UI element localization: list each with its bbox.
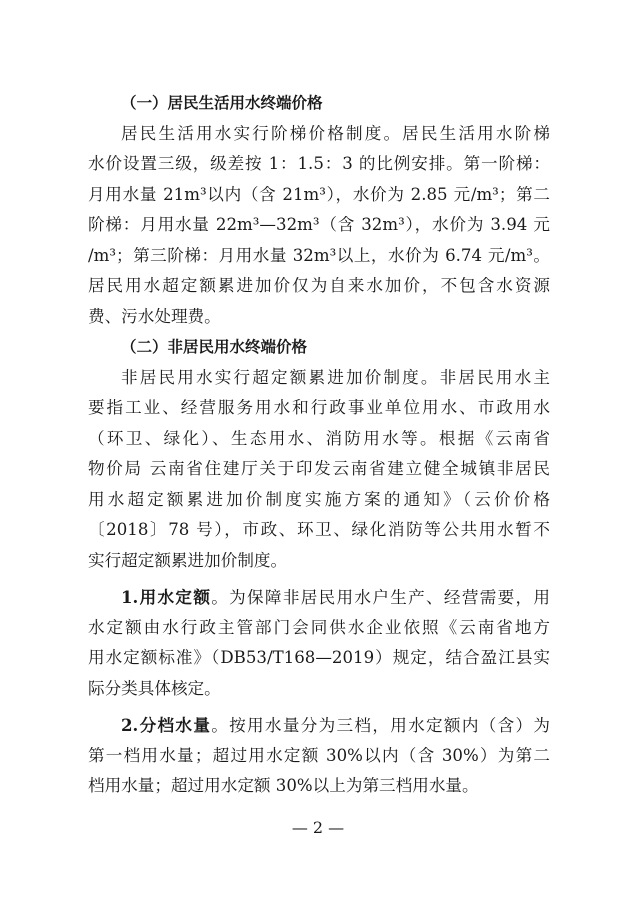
paragraph-line: 〔2018〕78 号），市政、环卫、绿化消防等公共用水暂不 bbox=[88, 520, 550, 539]
paragraph-line: 居民生活用水实行阶梯价格制度。居民生活用水阶梯 bbox=[121, 123, 550, 143]
document-body bbox=[88, 88, 550, 802]
paragraph-line: 用水定额标准》（DB53/T168—2019）规定，结合盈江县实 bbox=[88, 648, 550, 667]
section-heading-non-residential: （二）非居民用水终端价格 bbox=[121, 338, 308, 356]
paragraph-line: 非居民用水实行超定额累进加价制度。非居民用水主 bbox=[121, 367, 550, 387]
paragraph-line: 用水超定额累进加价制度实施方案的通知》（云价价格 bbox=[88, 489, 550, 509]
paragraph-line: 水定额由水行政主管部门会同供水企业依照《云南省地方 bbox=[88, 617, 550, 637]
item-text: 。按用水量分为三档，用水定额内（含）为 bbox=[211, 716, 551, 735]
item-water-quota-first-line bbox=[88, 582, 550, 613]
paragraph-line: 要指工业、经营服务用水和行政事业单位用水、市政用水 bbox=[88, 398, 550, 417]
paragraph-line: 实行超定额累进加价制度。 bbox=[88, 550, 288, 570]
item-water-quota-title: 1.用水定额 bbox=[121, 587, 212, 607]
paragraph-line: 档用水量；超过用水定额 30%以上为第三档用水量。 bbox=[88, 776, 479, 795]
paragraph-line: 阶梯：月用水量 22m³—32m³（含 32m³），水价为 3.94 元 bbox=[88, 215, 550, 234]
paragraph-line: 费、污水处理费。 bbox=[88, 306, 221, 326]
paragraph-line: 月用水量 21m³以内（含 21m³），水价为 2.85 元/m³；第二 bbox=[88, 184, 550, 204]
paragraph-line: 水价设置三级，级差按 1：1.5：3 的比例安排。第一阶梯： bbox=[88, 154, 550, 173]
paragraph-line: （环卫、绿化）、生态用水、消防用水等。根据《云南省 bbox=[88, 428, 550, 448]
paragraph-line: 第一档用水量；超过用水定额 30%以内（含 30%）为第二 bbox=[88, 745, 550, 765]
paragraph-line: 际分类具体核定。 bbox=[88, 678, 221, 698]
item-tiered-volume-first-line bbox=[88, 710, 550, 741]
page-number: — 2 — bbox=[291, 818, 345, 837]
section-heading-residential: （一）居民生活用水终端价格 bbox=[121, 94, 323, 112]
item-text: 。为保障非居民用水户生产、经营需要，用 bbox=[211, 588, 551, 607]
paragraph-line: /m³；第三阶梯：月用水量 32m³以上，水价为 6.74 元/m³。 bbox=[88, 245, 550, 265]
paragraph-line: 物价局 云南省住建厅关于印发云南省建立健全城镇非居民 bbox=[88, 459, 550, 478]
paragraph-line: 居民用水超定额累进加价仅为自来水加价，不包含水资源 bbox=[88, 276, 550, 295]
item-tiered-volume-title: 2.分档水量 bbox=[121, 715, 212, 735]
